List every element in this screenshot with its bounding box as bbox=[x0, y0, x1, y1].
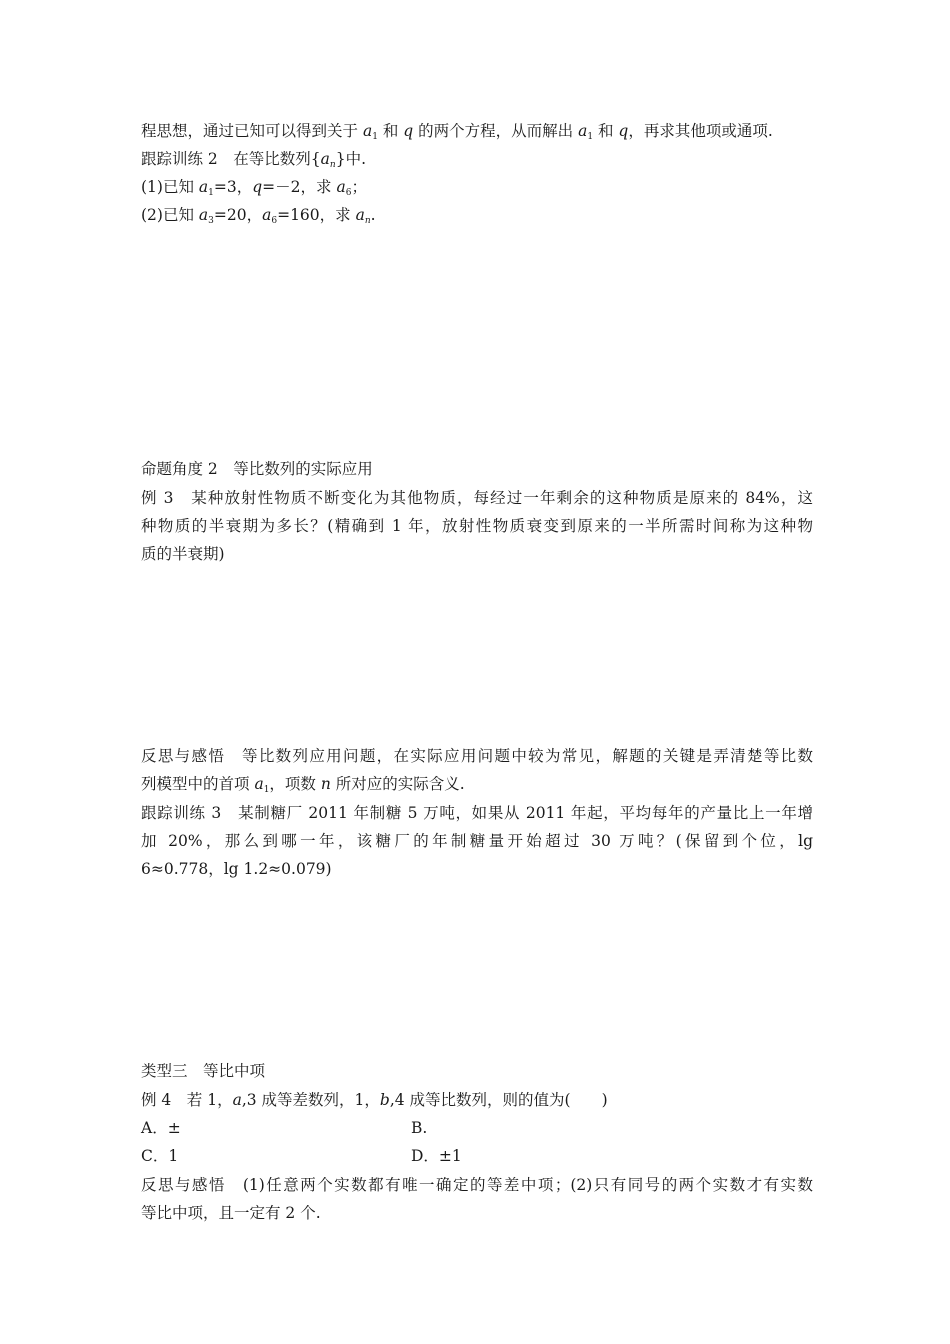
reflection-text: 列模型中的首项 $a_1$，项数 n 所对应的实际含义. bbox=[141, 775, 465, 795]
exercise-part-1: (1)已知 $a_1=3$，q=－2，求 $a_6$； bbox=[141, 178, 367, 198]
example-text: 例 3 某种放射性物质不断变化为其他物质，每经过一年剩余的这种物质是原来的 84%，这 bbox=[141, 489, 813, 507]
section-heading: 类型三 等比中项 bbox=[141, 1062, 266, 1080]
choice-c: C．1 bbox=[141, 1147, 179, 1165]
reflection-text: 反思与感悟 (1)任意两个实数都有唯一确定的等差中项；(2)只有同号的两个实数才有实数 bbox=[141, 1176, 813, 1194]
text-line: 程思想，通过已知可以得到关于 $a_1$ 和 q 的两个方程，从而解出 $a_1$ 和 q，再求其他项或通项. bbox=[141, 122, 773, 142]
exercise-text: 跟踪训练 3 某制糖厂 2011 年制糖 5 万吨，如果从 2011 年起，平均每年的产量比上一年增 bbox=[141, 804, 813, 822]
exercise-part-2: (2)已知 $a_3=20$，$a_6=160$，求 $a_n$. bbox=[141, 206, 376, 226]
choice-d: D．±1 bbox=[411, 1147, 462, 1165]
section-heading: 命题角度 2 等比数列的实际应用 bbox=[141, 460, 373, 478]
exercise-heading: 跟踪训练 2 在等比数列$\{a_n\}$中. bbox=[141, 150, 366, 170]
example-text: 种物质的半衰期为多长？(精确到 1 年，放射性物质衰变到原来的一半所需时间称为这种物 bbox=[141, 517, 813, 535]
choice-a: A．± bbox=[141, 1119, 181, 1137]
choice-b: B. bbox=[411, 1119, 428, 1137]
exercise-text: 加 20%，那么到哪一年，该糖厂的年制糖量开始超过 30 万吨？(保留到个位，lg bbox=[141, 832, 813, 850]
example-text: 质的半衰期) bbox=[141, 545, 225, 563]
reflection-text: 反思与感悟 等比数列应用问题，在实际应用问题中较为常见，解题的关键是弄清楚等比数 bbox=[141, 747, 813, 765]
reflection-text: 等比中项，且一定有 2 个. bbox=[141, 1204, 321, 1222]
exercise-text: 6≈0.778，lg 1.2≈0.079) bbox=[141, 860, 332, 878]
example-text: 例 4 若 1，a,3 成等差数列，1，b,4 成等比数列，则的值为( ) bbox=[141, 1091, 608, 1109]
